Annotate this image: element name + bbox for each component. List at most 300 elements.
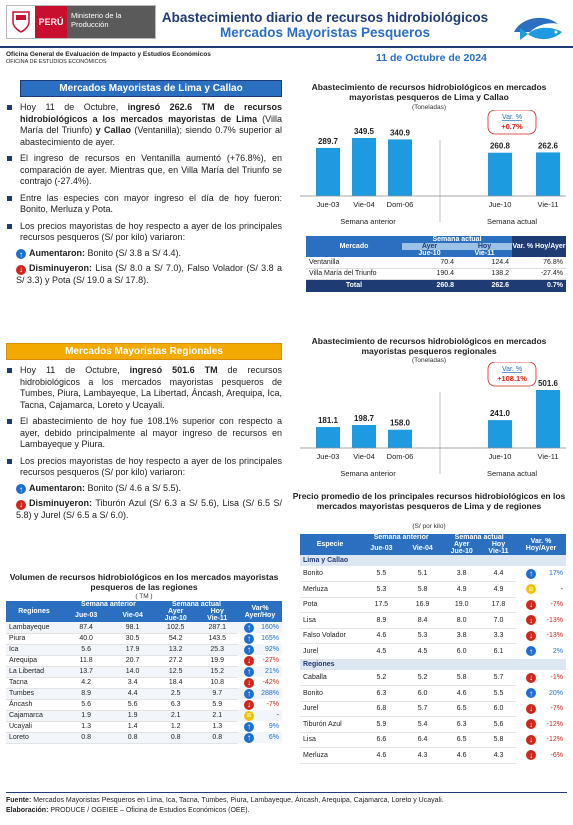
table-cell: Total xyxy=(306,279,402,292)
prices-unit: (S/ por kilo) xyxy=(412,523,446,530)
table-cell: 4.6 xyxy=(360,748,403,764)
bar xyxy=(388,139,412,196)
table-cell: Piura xyxy=(6,633,62,644)
variation-value: +108.1% xyxy=(497,374,527,383)
regional-up: ↑ Aumentaron: Bonito (S/ 4.6 a S/ 5.5). xyxy=(6,483,282,495)
table-cell: 98.1 xyxy=(110,622,155,633)
arrow-down-icon: ↓ xyxy=(526,615,536,625)
table-cell: 30.5 xyxy=(110,633,155,644)
table-cell: 5.2 xyxy=(403,670,443,686)
category-label: Vie-11 xyxy=(537,452,559,461)
lima-text xyxy=(6,102,282,287)
arrow-up-icon: ↑ xyxy=(244,645,254,655)
table-cell: 0.8 xyxy=(62,732,110,743)
table-cell: 5.6 xyxy=(110,699,155,710)
col-var: Var. % Hoy/Ayer xyxy=(512,236,566,257)
table-cell: Arequipa xyxy=(6,655,62,666)
regional-text xyxy=(6,365,282,522)
table-cell: Merluza xyxy=(300,748,360,764)
col-ayer: Ayer xyxy=(155,608,197,615)
table-cell: Bonito xyxy=(300,566,360,582)
arrow-down-icon: ↓ xyxy=(526,704,536,714)
table-cell: 6.3 xyxy=(155,699,197,710)
table-cell: 4.2 xyxy=(62,677,110,688)
variation-label: Var. % xyxy=(501,114,523,121)
table-cell: 16.9 xyxy=(403,597,443,613)
col-var: Var. % Hoy/Ayer xyxy=(516,534,566,555)
table-cell: 4.6 xyxy=(360,628,403,644)
table-cell: Loreto xyxy=(6,732,62,743)
regional-chart-title: Abastecimiento de recursos hidrobiológicos en mercados mayoristas pesqueros regionales xyxy=(311,336,547,356)
table-cell: 5.9 xyxy=(360,717,403,733)
table-row xyxy=(300,717,566,733)
col-hoy: Hoy xyxy=(196,608,238,615)
arrow-down-icon: ↓ xyxy=(244,678,254,688)
category-label: Dom-06 xyxy=(386,452,414,461)
category-label: Jue-10 xyxy=(488,200,512,209)
table-cell: 40.0 xyxy=(62,633,110,644)
table-cell: 2.1 xyxy=(155,710,197,721)
table-cell: 1.4 xyxy=(110,721,155,732)
total-row xyxy=(306,279,566,292)
table-cell: 4.6 xyxy=(442,686,481,702)
table-cell: Ventanilla xyxy=(306,257,402,268)
arrow-up-icon: ↑ xyxy=(526,688,536,698)
bar-value-label: 262.6 xyxy=(537,141,559,151)
lima-bullet-3: Entre las especies con mayor ingreso el día de hoy fueron: Bonito, Merluza y Pota. xyxy=(6,193,282,216)
table-cell: 5.3 xyxy=(403,628,443,644)
table-cell: Jurel xyxy=(300,701,360,717)
col-date: Jue-10 xyxy=(402,250,457,257)
table-cell: 5.6 xyxy=(62,699,110,710)
table-cell: Ica xyxy=(6,644,62,655)
arrow-down-icon: ↓ xyxy=(244,700,254,710)
table-row xyxy=(6,644,282,655)
table-cell: 17.9 xyxy=(110,644,155,655)
bar xyxy=(316,148,340,196)
variation-cell: ↑ 92% xyxy=(238,644,282,655)
table-cell: 8.4 xyxy=(403,613,443,629)
variation-cell: ↓ -7% xyxy=(516,597,566,613)
table-cell: 54.2 xyxy=(155,633,197,644)
table-cell: 1.3 xyxy=(62,721,110,732)
arrow-up-icon: ↑ xyxy=(526,569,536,579)
arrow-up-icon: ↑ xyxy=(244,667,254,677)
col-semana-actual: Semana actual xyxy=(155,601,238,608)
produce-logo xyxy=(6,5,156,39)
variation-cell: ↓ -12% xyxy=(516,717,566,733)
table-cell: Caballa xyxy=(300,670,360,686)
col-date: Jue-03 xyxy=(62,608,110,622)
variation-cell: ↓ -13% xyxy=(516,628,566,644)
col-date: Vie-11 xyxy=(457,250,512,257)
arrow-down-icon: ↓ xyxy=(526,673,536,683)
group-label: Semana actual xyxy=(486,469,538,478)
table-row xyxy=(300,582,566,598)
bar-value-label: 340.9 xyxy=(389,128,411,138)
regional-volume-title: Volumen de recursos hidrobiológicos en los mercados mayoristas pesqueros de las regiones xyxy=(9,572,279,592)
variation-cell: ↑ 288% xyxy=(238,688,282,699)
arrow-up-icon: ↑ xyxy=(244,634,254,644)
variation-cell: ↓ -7% xyxy=(238,699,282,710)
variation-value: +0.7% xyxy=(501,122,523,131)
table-cell: 27.2 xyxy=(155,655,197,666)
bar-value-label: 289.7 xyxy=(317,136,339,146)
table-cell: Bonito xyxy=(300,686,360,702)
table-cell: 4.6 xyxy=(442,748,481,764)
variation-cell: ↓ -27% xyxy=(238,655,282,666)
table-cell: 0.7% xyxy=(512,279,566,292)
table-row xyxy=(6,677,282,688)
group-label: Semana anterior xyxy=(340,469,396,478)
table-row xyxy=(306,268,566,279)
variation-cell: ↑ 9% xyxy=(238,721,282,732)
footer-source: Fuente: Mercados Mayoristas Pesqueros en Lima, Ica, Tacna, Tumbes, Piura, Lambayeque, Áncash, Arequipa, Cajamarca, Loreto y Ucayali. xyxy=(6,797,444,804)
table-cell: 3.8 xyxy=(442,566,481,582)
table-cell: 20.7 xyxy=(110,655,155,666)
col-date: Vie-04 xyxy=(110,608,155,622)
table-cell: 3.3 xyxy=(481,628,516,644)
arrow-down-icon: ↓ xyxy=(526,631,536,641)
table-cell: 4.5 xyxy=(360,644,403,660)
table-cell: 2.5 xyxy=(155,688,197,699)
regional-bullet-1: Hoy 11 de Octubre, ingresó 501.6 TM de recursos hidrobiológicos a los mercados mayoristas pesqueros de Tumbes, Piura, Lambayeque, La Libertad, Áncash, Arequipa, Ica, Tacna, Cajamarca, Loreto y Ucayali. xyxy=(6,365,282,411)
lima-bullet-4: Los precios mayoristas de hoy respecto a ayer de los principales recursos pesqueros (S/ por kilo) variaron: xyxy=(6,221,282,244)
table-row xyxy=(6,721,282,732)
group-label: Semana actual xyxy=(486,217,538,226)
table-cell: Villa María del Triunfo xyxy=(306,268,402,279)
arrow-up-icon: ↑ xyxy=(526,646,536,656)
lima-down: ↓ Disminuyeron: Lisa (S/ 8.0 a S/ 7.0), Falso Volador (S/ 3.8 a S/ 3.3) y Pota (S/ 19.0 a S/ 17.8). xyxy=(16,263,282,285)
bar xyxy=(316,427,340,448)
table-cell: 8.9 xyxy=(62,688,110,699)
table-cell: 3.4 xyxy=(110,677,155,688)
prices-table xyxy=(300,534,566,764)
table-row xyxy=(300,628,566,644)
variation-cell: ↑ 6% xyxy=(238,732,282,743)
col-date: Vie-11 xyxy=(196,615,238,622)
table-cell: 190.4 xyxy=(402,268,457,279)
arrow-down-icon: ↓ xyxy=(244,656,254,666)
regional-supply-chart xyxy=(300,362,566,484)
table-cell: Lisa xyxy=(300,732,360,748)
footer xyxy=(6,796,444,816)
table-cell: 6.1 xyxy=(481,644,516,660)
col-semana-actual: Semana actual xyxy=(442,534,516,541)
bar xyxy=(388,430,412,448)
table-cell: 4.3 xyxy=(403,748,443,764)
regional-bullet-2: El abastecimiento de hoy fue 108.1% superior con respecto a ayer, debido principalmente al mayor ingreso de recursos en Lambayeque y Piura. xyxy=(6,416,282,451)
equal-icon: = xyxy=(244,711,254,721)
table-cell: 6.5 xyxy=(442,732,481,748)
table-row xyxy=(6,622,282,633)
bar-value-label: 260.8 xyxy=(489,141,511,151)
table-cell: Lisa xyxy=(300,613,360,629)
regional-bullet-3: Los precios mayoristas de hoy respecto a ayer de los principales recursos pesqueros (S/ por kilo) variaron: xyxy=(6,456,282,479)
variation-cell: = - xyxy=(516,582,566,598)
table-row xyxy=(300,644,566,660)
table-cell: Pota xyxy=(300,597,360,613)
col-regiones: Regiones xyxy=(6,601,62,622)
bar-value-label: 181.1 xyxy=(317,416,339,426)
table-row xyxy=(300,732,566,748)
office-name: Oficina General de Evaluación de Impacto y Estudios Económicos xyxy=(6,51,211,58)
table-cell: Tumbes xyxy=(6,688,62,699)
table-cell: 6.0 xyxy=(403,686,443,702)
category-label: Jue-03 xyxy=(316,200,340,209)
regional-volume-unit: ( TM ) xyxy=(135,593,153,600)
table-row xyxy=(6,688,282,699)
table-cell: 1.9 xyxy=(62,710,110,721)
table-cell: 1.9 xyxy=(110,710,155,721)
table-cell: 19.0 xyxy=(442,597,481,613)
col-semana-anterior: Semana anterior xyxy=(62,601,155,608)
group-label: Lima y Callao xyxy=(300,555,566,566)
table-cell: 10.8 xyxy=(196,677,238,688)
fish-logo-icon xyxy=(508,10,566,46)
table-cell: 1.2 xyxy=(155,721,197,732)
col-date: Jue-10 xyxy=(155,615,197,622)
footer-divider xyxy=(6,792,567,793)
table-cell: Jurel xyxy=(300,644,360,660)
table-cell: 2.1 xyxy=(196,710,238,721)
category-label: Jue-03 xyxy=(316,452,340,461)
group-label: Semana anterior xyxy=(340,217,396,226)
table-cell: 5.8 xyxy=(442,670,481,686)
table-row xyxy=(6,699,282,710)
table-cell: 6.8 xyxy=(360,701,403,717)
table-cell: Falso Volador xyxy=(300,628,360,644)
table-cell: Áncash xyxy=(6,699,62,710)
table-cell: 6.6 xyxy=(360,732,403,748)
footer-credit: Elaboración: PRODUCE / OGEIEE – Oficina de Estudios Económicos (OEE). xyxy=(6,807,250,814)
table-cell: 143.5 xyxy=(196,633,238,644)
table-cell: 4.4 xyxy=(481,566,516,582)
equal-icon: = xyxy=(526,584,536,594)
col-date: Vie-04 xyxy=(403,541,443,555)
variation-cell: = - xyxy=(238,710,282,721)
table-cell: 102.5 xyxy=(155,622,197,633)
table-cell: 5.4 xyxy=(403,717,443,733)
table-cell: 12.5 xyxy=(155,666,197,677)
variation-cell: ↑ 2% xyxy=(516,644,566,660)
variation-cell: ↑ 160% xyxy=(238,622,282,633)
table-cell: Tacna xyxy=(6,677,62,688)
table-cell: 11.8 xyxy=(62,655,110,666)
header-divider xyxy=(0,46,573,48)
arrow-down-icon: ↓ xyxy=(526,735,536,745)
regional-down: ↓ Disminuyeron: Tiburón Azul (S/ 6.3 a S/ 5.6), Lisa (S/ 6.5 S/ 5.8) y Jurel (S/ 6.5 a S/ 6.0). xyxy=(16,498,282,520)
col-mercado: Mercado xyxy=(306,236,402,257)
lima-section-heading: Mercados Mayoristas de Lima y Callao xyxy=(20,80,282,97)
page-subtitle: Mercados Mayoristas Pesqueros xyxy=(219,25,431,40)
table-cell: La Libertad xyxy=(6,666,62,677)
office-sub: OFICINA DE ESTUDIOS ECONÓMICOS xyxy=(6,59,107,65)
logo-ministry: Ministerio de la Producción xyxy=(67,6,155,38)
variation-cell: ↑ 17% xyxy=(516,566,566,582)
group-row xyxy=(300,555,566,566)
table-cell: 7.0 xyxy=(481,613,516,629)
table-cell: 15.2 xyxy=(196,666,238,677)
table-cell: 262.6 xyxy=(457,279,512,292)
table-cell: 17.5 xyxy=(360,597,403,613)
table-cell: 5.9 xyxy=(196,699,238,710)
col-date: Vie-11 xyxy=(481,548,516,555)
bar-value-label: 501.6 xyxy=(537,379,559,388)
arrow-down-icon: ↓ xyxy=(526,719,536,729)
table-cell: 5.6 xyxy=(481,717,516,733)
variation-label: Var. % xyxy=(501,366,523,373)
table-row xyxy=(6,732,282,743)
variation-cell: ↓ -12% xyxy=(516,732,566,748)
arrow-up-icon: ↑ xyxy=(16,484,26,494)
table-cell: Cajamarca xyxy=(6,710,62,721)
arrow-up-icon: ↑ xyxy=(244,689,254,699)
table-cell: 8.0 xyxy=(442,613,481,629)
bar xyxy=(352,425,376,448)
table-row xyxy=(300,686,566,702)
variation-cell: ↓ -6% xyxy=(516,748,566,764)
arrow-down-icon: ↓ xyxy=(16,265,26,275)
table-cell: 124.4 xyxy=(457,257,512,268)
category-label: Vie-04 xyxy=(353,200,375,209)
bar xyxy=(488,420,512,448)
table-row xyxy=(300,748,566,764)
lima-chart-title: Abastecimiento de recursos hidrobiológicos en mercados mayoristas pesqueros de Lima y Callao xyxy=(311,82,547,102)
variation-cell: ↓ -13% xyxy=(516,613,566,629)
table-row xyxy=(300,701,566,717)
category-label: Vie-11 xyxy=(537,200,559,209)
arrow-up-icon: ↑ xyxy=(244,733,254,743)
variation-cell: ↓ -1% xyxy=(516,670,566,686)
table-cell: 4.3 xyxy=(481,748,516,764)
bar xyxy=(488,153,512,196)
col-hoy: Hoy xyxy=(481,541,516,548)
table-row xyxy=(300,613,566,629)
coat-of-arms-icon xyxy=(7,6,35,38)
table-cell: 3.8 xyxy=(442,628,481,644)
prices-title: Precio promedio de los principales recursos hidrobiológicos en los mercados mayoristas pesqueros de Lima y de regiones xyxy=(292,491,566,511)
table-cell: 6.5 xyxy=(442,701,481,717)
table-cell: 5.3 xyxy=(360,582,403,598)
table-cell: 0.8 xyxy=(196,732,238,743)
group-row xyxy=(300,659,566,670)
table-cell: 6.0 xyxy=(481,701,516,717)
regional-volume-table xyxy=(6,601,282,744)
col-date: Jue-10 xyxy=(442,548,481,555)
table-cell: 1.3 xyxy=(196,721,238,732)
table-cell: 260.8 xyxy=(402,279,457,292)
arrow-down-icon: ↓ xyxy=(16,500,26,510)
table-cell: 4.9 xyxy=(481,582,516,598)
table-cell: 0.8 xyxy=(155,732,197,743)
table-cell: 138.2 xyxy=(457,268,512,279)
arrow-up-icon: ↑ xyxy=(244,623,254,633)
table-cell: 18.4 xyxy=(155,677,197,688)
table-cell: 8.9 xyxy=(360,613,403,629)
table-cell: 6.3 xyxy=(442,717,481,733)
lima-bullet-1: Hoy 11 de Octubre, ingresó 262.6 TM de recursos hidrobiológicos a los mercados mayoristas de Lima (Villa María del Triunfo) y Callao (Ventanilla); siendo 0.7% superior al abastecimiento de ayer. xyxy=(6,102,282,148)
table-row xyxy=(6,655,282,666)
table-cell: 5.1 xyxy=(403,566,443,582)
variation-cell: ↓ -42% xyxy=(238,677,282,688)
table-row xyxy=(300,670,566,686)
table-cell: -27.4% xyxy=(512,268,566,279)
table-cell: 6.4 xyxy=(403,732,443,748)
col-var: Var% Ayer/Hoy xyxy=(238,601,282,622)
table-cell: 5.7 xyxy=(481,670,516,686)
arrow-down-icon: ↓ xyxy=(526,750,536,760)
col-ayer: Ayer xyxy=(442,541,481,548)
variation-cell: ↓ -7% xyxy=(516,701,566,717)
table-cell: 5.8 xyxy=(403,582,443,598)
lima-bullet-2: El ingreso de recursos en Ventanilla aumentó (+76.8%), en comparación de ayer. Mientras que, en Villa María del Triunfo se contrajo (-27.4%). xyxy=(6,153,282,188)
table-cell: 6.3 xyxy=(360,686,403,702)
col-hoy: Hoy xyxy=(457,243,512,250)
regional-chart-unit: (Toneladas) xyxy=(412,357,446,364)
table-row xyxy=(300,597,566,613)
table-cell: 9.7 xyxy=(196,688,238,699)
bar-value-label: 158.0 xyxy=(389,418,411,428)
table-cell: 13.2 xyxy=(155,644,197,655)
report-date: 11 de Octubre de 2024 xyxy=(376,52,487,64)
table-cell: 5.8 xyxy=(481,732,516,748)
category-label: Vie-04 xyxy=(353,452,375,461)
arrow-up-icon: ↑ xyxy=(16,249,26,259)
bar xyxy=(536,390,560,448)
col-semana-anterior: Semana anterior xyxy=(360,534,442,541)
table-cell: 6.0 xyxy=(442,644,481,660)
col-semana-actual: Semana actual xyxy=(402,236,512,243)
table-cell: Merluza xyxy=(300,582,360,598)
table-cell: 17.8 xyxy=(481,597,516,613)
bar-value-label: 349.5 xyxy=(353,127,375,136)
table-cell: 0.8 xyxy=(110,732,155,743)
logo-country: PERÚ xyxy=(35,6,67,38)
category-label: Dom-06 xyxy=(386,200,414,209)
table-cell: 87.4 xyxy=(62,622,110,633)
table-cell: 5.5 xyxy=(481,686,516,702)
table-cell: 76.8% xyxy=(512,257,566,268)
variation-cell: ↑ 165% xyxy=(238,633,282,644)
bar-value-label: 198.7 xyxy=(353,414,375,424)
regional-section-heading: Mercados Mayoristas Regionales xyxy=(6,343,282,360)
bar xyxy=(352,138,376,196)
table-cell: Ucayali xyxy=(6,721,62,732)
lima-up: ↑ Aumentaron: Bonito (S/ 3.8 a S/ 4.4). xyxy=(6,248,282,260)
bar xyxy=(536,152,560,196)
table-cell: 4.9 xyxy=(442,582,481,598)
lima-supply-chart xyxy=(300,110,566,232)
col-ayer: Ayer xyxy=(402,243,457,250)
arrow-up-icon: ↑ xyxy=(244,722,254,732)
col-especie: Especie xyxy=(300,534,360,555)
table-row xyxy=(6,666,282,677)
lima-markets-table xyxy=(306,236,566,292)
variation-cell: ↑ 20% xyxy=(516,686,566,702)
category-label: Jue-10 xyxy=(488,452,512,461)
bar-value-label: 241.0 xyxy=(489,409,511,419)
table-row xyxy=(300,566,566,582)
table-row xyxy=(6,633,282,644)
table-cell: 5.2 xyxy=(360,670,403,686)
table-cell: Lambayeque xyxy=(6,622,62,633)
table-cell: 5.6 xyxy=(62,644,110,655)
table-cell: Tiburón Azul xyxy=(300,717,360,733)
table-cell: 287.1 xyxy=(196,622,238,633)
arrow-down-icon: ↓ xyxy=(526,600,536,610)
table-cell: 70.4 xyxy=(402,257,457,268)
